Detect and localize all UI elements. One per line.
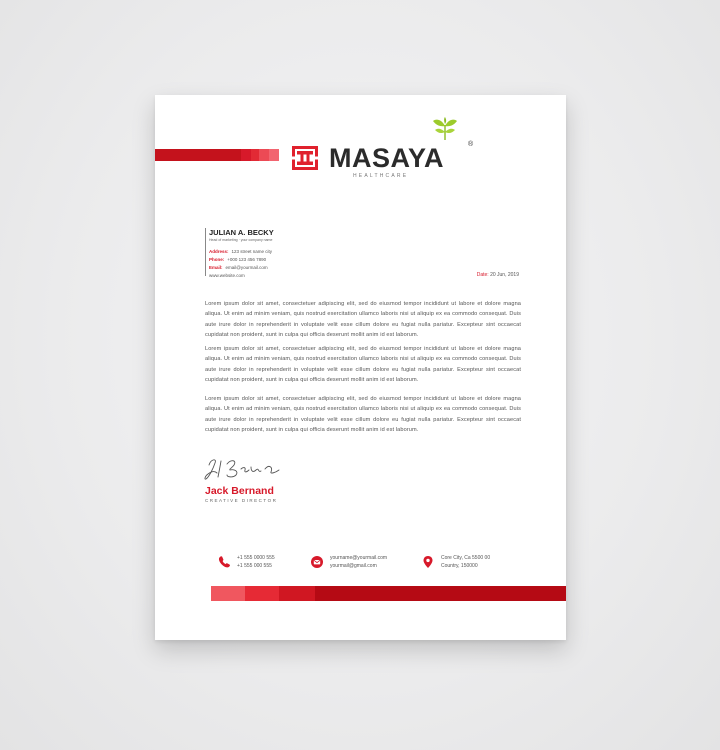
phone-line-2: +1 555 000 555 [237,563,272,569]
leaf-icon [431,117,459,141]
date-value: 20 Jun, 2019 [490,272,519,278]
email-line-2: yourmail@gmail.com [330,563,377,569]
contact-address [421,554,490,570]
logo-mark-icon [291,145,319,171]
phone-icon [217,555,231,569]
recipient-email: Email: email@yourmail.com [209,265,268,270]
bottom-accent-bar [211,586,566,601]
registered-mark: ® [468,141,474,148]
recipient-address: Address: 123 street name city [209,249,273,254]
signer-title: CREATIVE DIRECTOR [205,498,278,503]
body-paragraph-3: Lorem ipsum dolor sit amet, consectetuer adipiscing elit, sed do eiusmod tempor incididunt ut labore et dolore magna aliqua. Ut enim ad minim veniam, quis nostrud exercitation ullamco laboris nisi ut aliquip ex ea commodo consequat. Duis aute irure dolor in reprehenderit in voluptate velit esse cillum dolore eu fugiat nulla pariatur. Excepteur sint occaecat cupidatat non proident, sunt in culpa qui officia deserunt mollit anim id est laborum. [205,396,521,434]
contact-phone [217,554,275,570]
letter-date [477,272,519,278]
company-logo [291,123,491,179]
body-paragraph-2: Lorem ipsum dolor sit amet, consectetuer adipiscing elit, sed do eiusmod tempor incididunt ut labore et dolore magna aliqua. Ut enim ad minim veniam, quis nostrud exercitation ullamco laboris nisi ut aliquip ex ea commodo consequat. Duis aute irure dolor in reprehenderit in voluptate velit esse cillum dolore eu fugiat nulla pariatur. Excepteur sint occaecat cupidatat non proident, sunt in culpa qui officia deserunt mollit anim id est laborum. [205,346,521,384]
signer-name: Jack Bernand [205,485,274,497]
phone-line-1: +1 555 0000 555 [237,555,275,561]
address-line-2: Country, 150000 [441,563,478,569]
recipient-subtitle: Head of marketing · your company name [209,238,273,242]
body-paragraph-1: Lorem ipsum dolor sit amet, consectetuer adipiscing elit, sed do eiusmod tempor incididunt ut labore et dolore magna aliqua. Ut enim ad minim veniam, quis nostrud exercitation ullamco laboris nisi ut aliquip ex ea commodo consequat. Duis aute irure dolor in reprehenderit in voluptate velit esse cillum dolore eu fugiat nulla pariatur. Excepteur sint occaecat cupidatat non proident, sunt in culpa qui officia deserunt mollit anim id est laborum. [205,301,521,339]
date-label: Date: [476,272,489,278]
contact-email [310,554,387,570]
recipient-name: JULIAN A. BECKY [209,228,274,237]
email-line-1: yourname@yourmail.com [330,555,388,561]
handwritten-signature [203,455,293,483]
top-accent-bar [155,149,279,161]
recipient-divider [205,228,206,276]
letterhead-page [155,95,566,640]
location-icon [421,555,435,569]
recipient-phone: Phone: +000 123 456 7890 [209,257,267,262]
address-line-1: Core City, Ca 5500 00 [441,555,491,561]
brand-name: MASAYA [329,143,445,173]
recipient-website: www.website.com [209,273,245,278]
brand-tagline: HEALTHCARE [353,173,409,179]
email-icon [310,555,324,569]
